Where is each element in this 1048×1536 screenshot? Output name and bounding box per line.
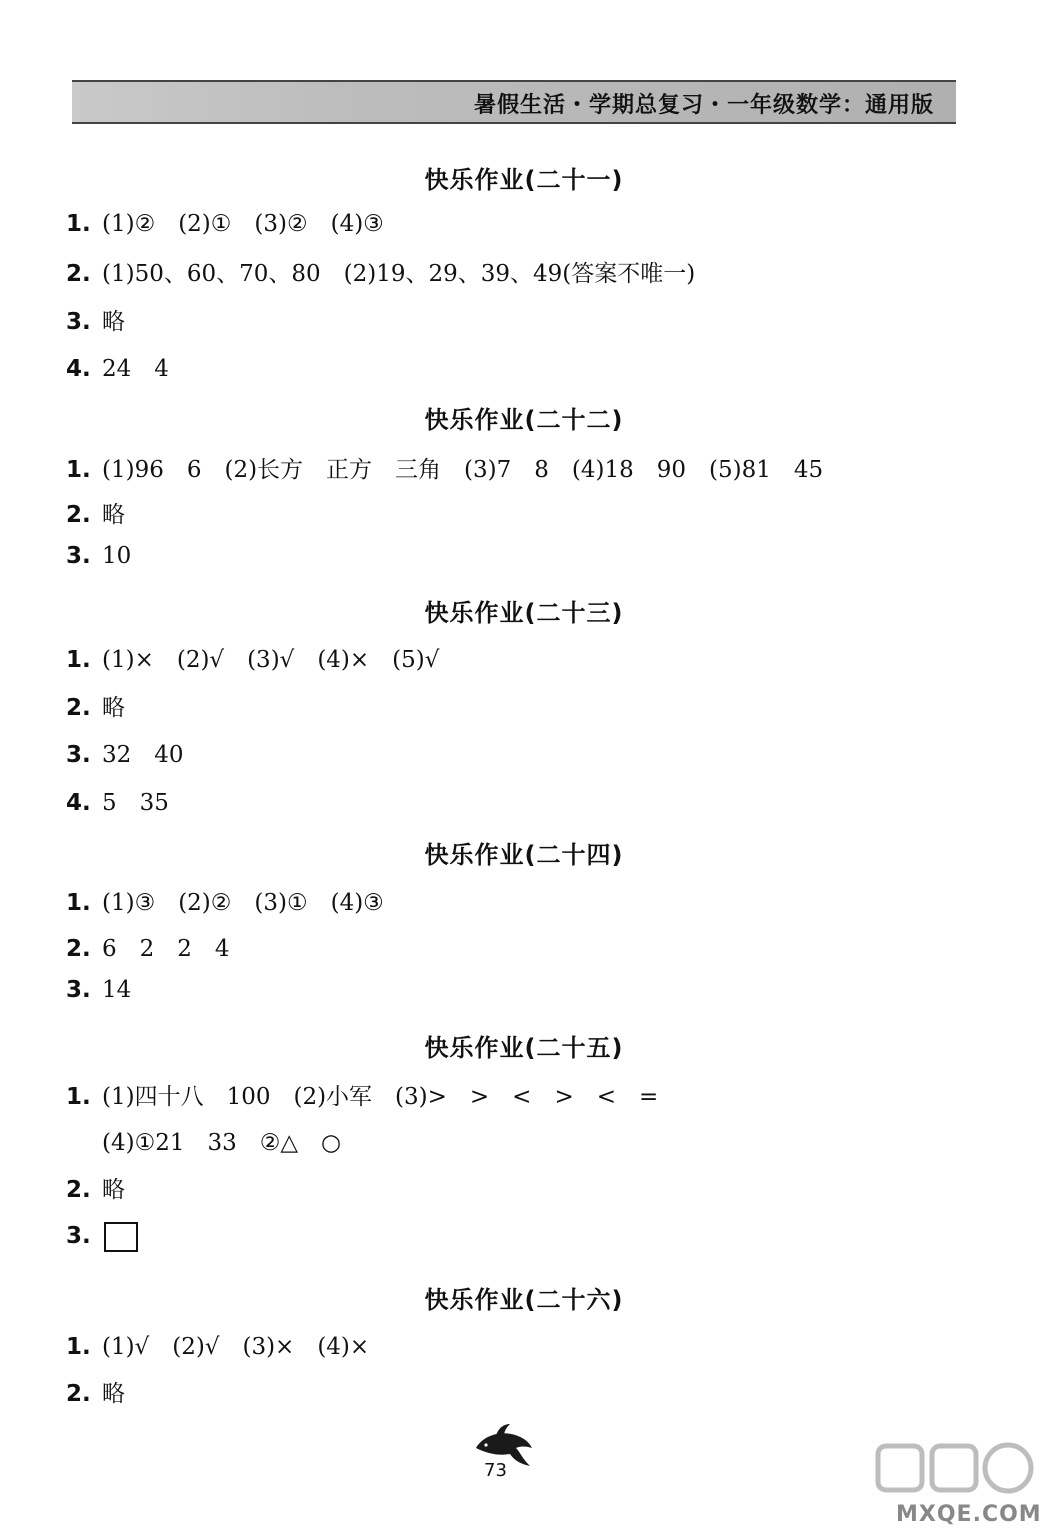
answer-line: 2. 略 [66,502,125,528]
answer-line: 2. 略 [66,1177,125,1203]
answer-line: 3. 10 [66,543,132,569]
answer-line: 2. (1)50、60、70、80 (2)19、29、39、49(答案不唯一) [66,261,696,287]
answer-line: 4. 5 35 [66,790,169,816]
answer-line: 3. 14 [66,977,132,1003]
answer-line: 4. 24 4 [66,356,169,382]
answer-line: (4)①21 33 ②△ ○ [102,1130,342,1156]
section-title: 快乐作业(二十四) [424,841,624,869]
watermark-text: MXQE.COM [896,1502,1042,1527]
section-title: 快乐作业(二十一) [424,166,624,194]
answer-line: 2. 6 2 2 4 [66,936,230,962]
answer-line: 1. (1)四十八 100 (2)小军 (3)> > < > < = [66,1084,659,1110]
section-title: 快乐作业(二十六) [424,1286,624,1314]
answer-line: 1. (1)② (2)① (3)② (4)③ [66,211,384,237]
answer-line: 1. (1)× (2)√ (3)√ (4)× (5)√ [66,647,440,673]
header-title: 暑假生活・学期总复习・一年级数学：通用版 [473,93,934,118]
answer-line: 2. 略 [66,695,125,721]
answer-line: 3. 32 40 [66,742,184,768]
answer-line: 1. (1)③ (2)② (3)① (4)③ [66,890,384,916]
answer-line: 2. 略 [66,1381,125,1407]
answer-line: 3. [66,1222,138,1252]
section-title: 快乐作业(二十五) [424,1034,624,1062]
header-banner [72,80,956,124]
answer-square-box [104,1222,138,1252]
page-number: 73 [484,1460,507,1481]
answer-line: 1. (1)96 6 (2)长方 正方 三角 (3)7 8 (4)18 90 (5)81 45 [66,457,824,483]
answer-line: 3. 略 [66,309,125,335]
answer-line: 1. (1)√ (2)√ (3)× (4)× [66,1334,370,1360]
section-title: 快乐作业(二十三) [424,599,624,627]
section-title: 快乐作业(二十二) [424,406,624,434]
